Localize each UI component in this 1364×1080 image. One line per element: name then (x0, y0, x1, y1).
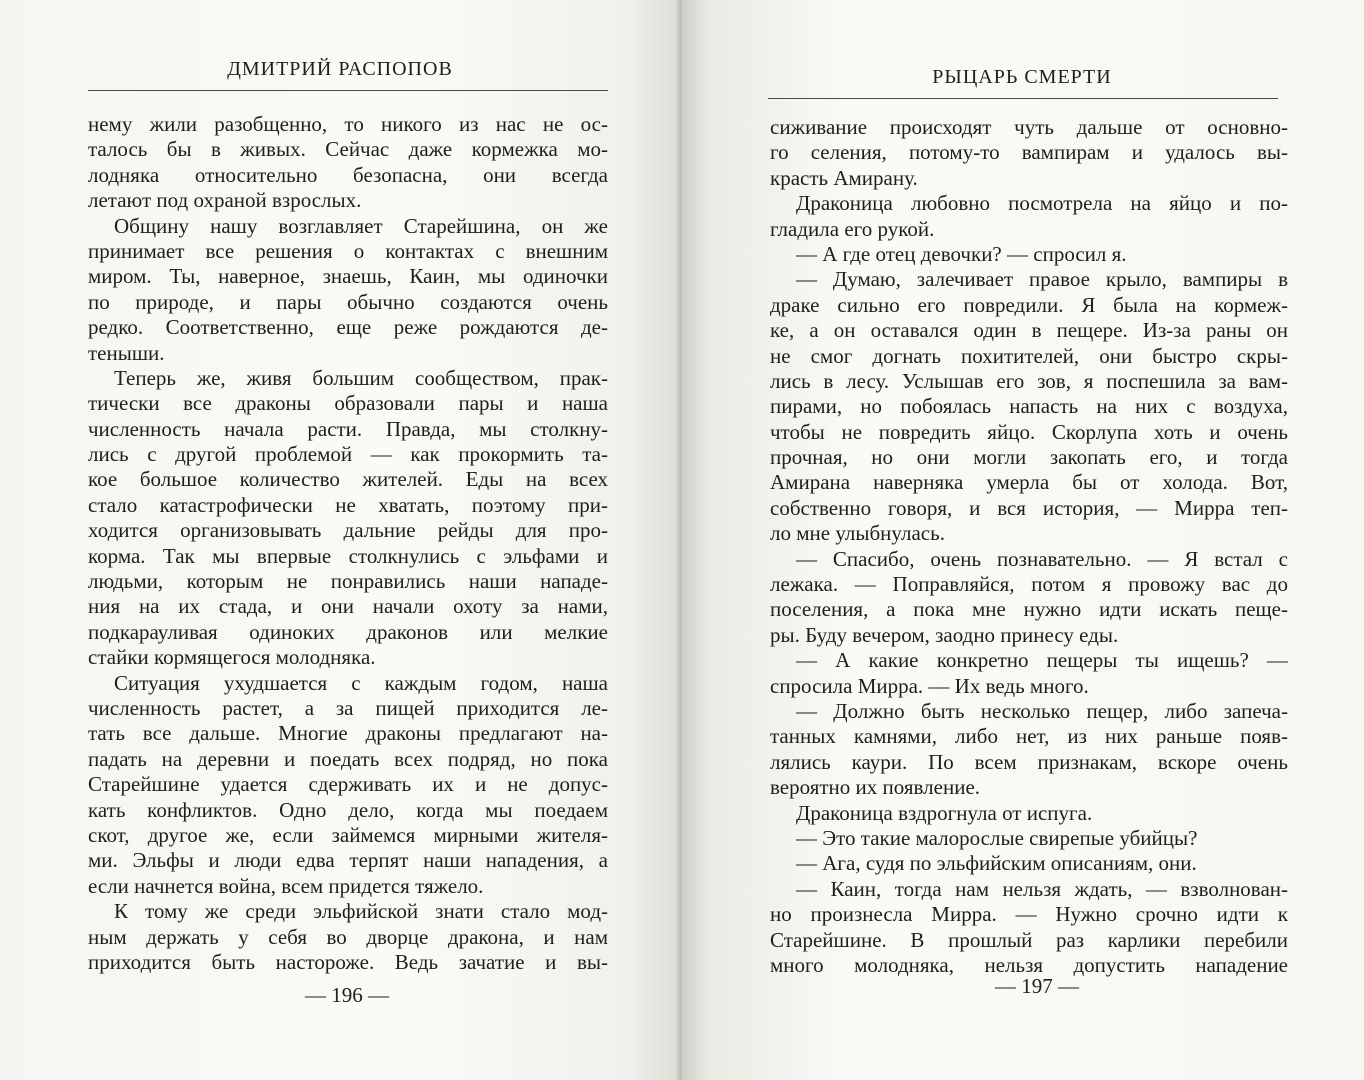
text-line: кое большое количество жителей. Еды на всех (88, 467, 608, 492)
text-line: прочная, но они могли закопать его, и тогда (770, 445, 1288, 470)
text-line: — Ага, судя по эльфийским описаниям, они. (796, 851, 1197, 876)
text-line: корма. Так мы впервые столкнулись с эльфами и (88, 543, 608, 568)
text-line: вероятно их появление. (770, 775, 981, 800)
text-line: но произнесла Мирра. — Нужно срочно идти к (770, 902, 1288, 927)
right-page-text (770, 115, 1288, 978)
text-line: Старейшине удается сдерживать их и не допус- (88, 772, 608, 797)
text-line: ке, а он оставался один в пещере. Из-за раны он (770, 318, 1288, 343)
text-line: лодняка относительно безопасна, они всегда (88, 162, 608, 187)
text-line: не смог догнать похитителей, они быстро скры- (770, 343, 1288, 368)
text-line: Общину нашу возглавляет Старейшина, он же (114, 213, 608, 238)
text-line: ло мне улыбнулась. (770, 521, 945, 546)
text-line: — Это такие малорослые свирепые убийцы? (796, 825, 1198, 850)
text-line: сиживание происходят чуть дальше от основно- (770, 115, 1288, 139)
text-line: нему жили разобщенно, то никого из нас не ос- (88, 112, 608, 136)
text-line: собственно говоря, и вся история, — Мирра теп- (770, 495, 1288, 520)
text-line: тически все драконы образовали пары и наша (88, 391, 608, 416)
text-line: драке сильно его повредили. Я была на кормеж- (770, 292, 1288, 317)
text-line: — А какие конкретно пещеры ты ищешь? — (796, 648, 1288, 673)
right-page (682, 0, 1364, 1080)
text-line: ры. Буду вечером, заодно принесу еды. (770, 622, 1119, 647)
text-line: стало катастрофически не хватать, поэтому при- (88, 492, 608, 517)
text-line: талось бы в живых. Сейчас даже кормежка мо- (88, 137, 608, 162)
header-rule (768, 98, 1278, 99)
text-line: людьми, которым не понравились наши нападе- (88, 569, 608, 594)
text-line: лежака. — Поправляйся, потом я провожу вас до (770, 572, 1288, 597)
text-line: — Каин, тогда нам нельзя ждать, — взволнован- (796, 876, 1288, 901)
text-line: приходится быть настороже. Ведь зачатие и вы- (88, 949, 608, 974)
text-line: численность начала расти. Правда, мы столкну- (88, 416, 608, 441)
text-line: — А где отец девочки? — спросил я. (796, 241, 1127, 266)
page-number-right: — 197 — (995, 974, 1079, 998)
text-line: теныши. (88, 340, 165, 365)
text-line: Ситуация ухудшается с каждым годом, наша (114, 670, 608, 695)
text-line: летают под охраной взрослых. (88, 188, 362, 213)
text-line: подкарауливая одиноких драконов или мелкие (88, 619, 608, 644)
text-line: Драконица вздрогнула от испуга. (796, 800, 1093, 825)
text-line: — Думаю, залечивает правое крыло, вампиры в (796, 267, 1288, 292)
text-line: принимает все решения о контактах с внешним (88, 238, 608, 263)
text-line: ным держать у себя во дворце дракона, и нам (88, 924, 608, 949)
text-line: ния на их стада, и они начали охоту за нами, (88, 594, 608, 619)
text-line: ми. Эльфы и люди едва терпят наши нападения, а (88, 848, 608, 873)
text-line: по природе, и пары обычно создаются очень (88, 289, 608, 314)
text-line: го селения, потому-то вампирам и удалось вы- (770, 140, 1288, 165)
left-page-text (88, 112, 608, 975)
running-head-title: РЫЦАРЬ СМЕРТИ (932, 66, 1112, 88)
text-line: спросила Мирра. — Их ведь много. (770, 673, 1089, 698)
text-line: стайки кормящегося молодняка. (88, 645, 376, 670)
text-line: гладила его рукой. (770, 216, 935, 241)
text-line: Старейшине. В прошлый раз карлики перебили (770, 927, 1288, 952)
text-line: миром. Ты, наверное, знаешь, Каин, мы одиночки (88, 264, 608, 289)
text-line: красть Амирану. (770, 165, 918, 190)
text-line: Теперь же, живя большим сообществом, прак- (114, 365, 608, 390)
text-line: падать на деревни и поедать всех подряд, но пока (88, 746, 608, 771)
text-line: К тому же среди эльфийской знати стало мод- (114, 899, 608, 924)
text-line: Амирана наверняка умерла бы от холода. Вот, (770, 470, 1288, 495)
text-line: лись с другой проблемой — как прокормить та- (88, 442, 608, 467)
text-line: Драконица любовно посмотрела на яйцо и по- (796, 191, 1288, 216)
text-line: ходится организовывать дальние рейды для про- (88, 518, 608, 543)
text-line: если начнется война, всем придется тяжело. (88, 873, 484, 898)
text-line: лялись каури. По всем признакам, вскоре очень (770, 749, 1288, 774)
running-head-author: ДМИТРИЙ РАСПОПОВ (227, 58, 453, 80)
text-line: кать конфликтов. Одно дело, когда мы поедаем (88, 797, 608, 822)
text-line: много молодняка, нельзя допустить нападение (770, 952, 1288, 977)
text-line: поселения, а пока мне нужно идти искать пеще- (770, 597, 1288, 622)
header-rule (88, 90, 608, 91)
text-line: танных камнями, либо нет, из них раньше появ- (770, 724, 1288, 749)
text-line: чтобы не повредить яйцо. Скорлупа хоть и очень (770, 419, 1288, 444)
text-line: пирами, но побоялась напасть на них с воздуха, (770, 394, 1288, 419)
text-line: тать все дальше. Многие драконы предлагают на- (88, 721, 608, 746)
text-line: численность растет, а за пищей приходится ле- (88, 695, 608, 720)
text-line: скот, другое же, если займемся мирными жителя- (88, 822, 608, 847)
text-line: лись в лесу. Услышав его зов, я поспешила за вам- (770, 368, 1288, 393)
text-line: — Спасибо, очень познавательно. — Я встал с (796, 546, 1288, 571)
text-line: — Должно быть несколько пещер, либо запеча- (796, 698, 1288, 723)
page-number-left: — 196 — (305, 983, 389, 1007)
text-line: редко. Соответственно, еще реже рождаются де- (88, 315, 608, 340)
